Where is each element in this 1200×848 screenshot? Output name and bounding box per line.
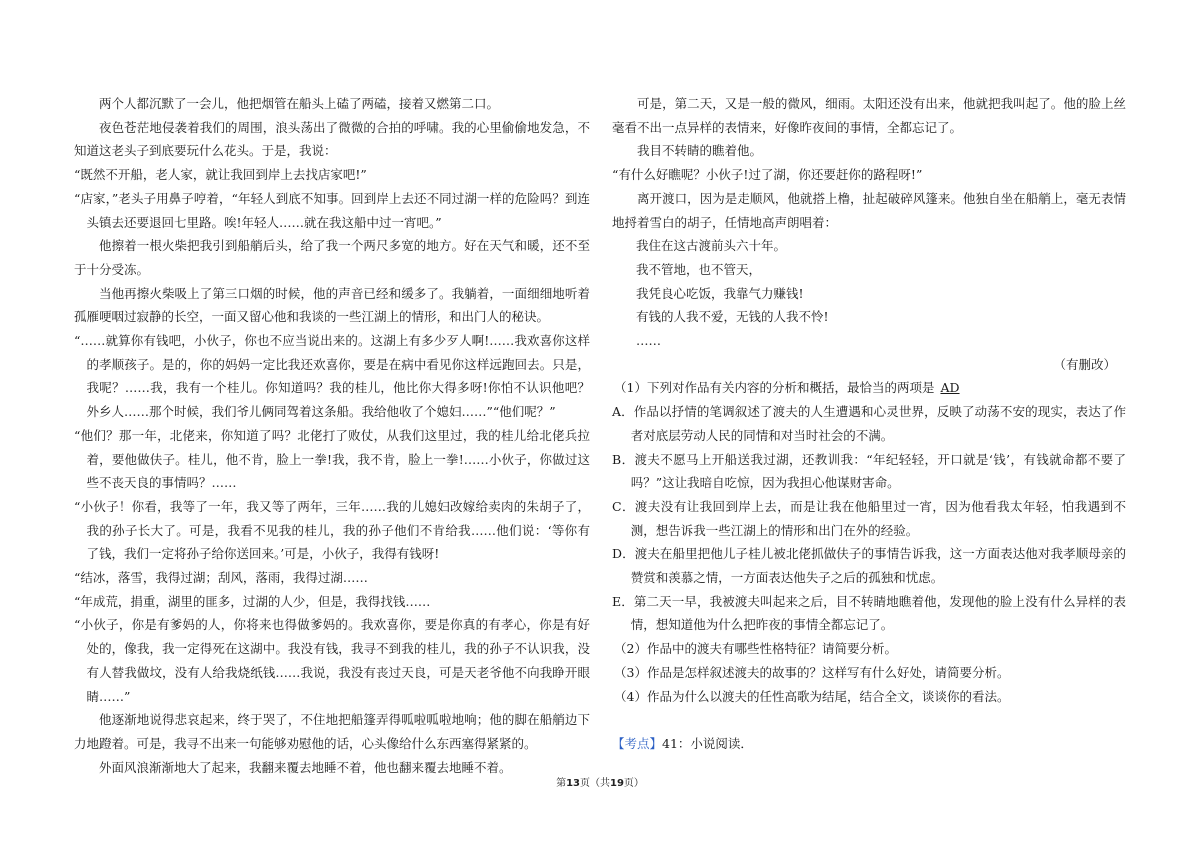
paragraph: 两个人都沉默了一会儿，他把烟管在船头上磕了两磕，接着又燃第二口。 — [99, 96, 500, 111]
paragraph: “既然不开船，老人家，就让我回到岸上去找店家吧!” — [74, 167, 367, 183]
paragraph: 夜色苍茫地侵袭着我们的周围，浪头荡出了微微的合拍的呼啸。我的心里偷偷地发急，不知道这老头子到底要玩什么花头。于是，我说： — [74, 119, 590, 159]
question-1-text: （1）下列对作品有关内容的分析和概括，最恰当的两项是 — [614, 380, 935, 396]
option-c: C．渡夫没有让我回到岸上去，而是让我在他船里过一宵，因为他看我太年轻，怕我遇到不测，想告诉我一些江湖上的情形和出门在外的经验。 — [612, 498, 1126, 538]
paragraph: “结冰，落雪，我得过湖；刮风，落雨，我得过湖…… — [74, 570, 368, 586]
question-1 — [612, 376, 1126, 400]
paragraph: “……就算你有钱吧，小伙子，你也不应当说出来的。这湖上有多少歹人啊!……我欢喜你这样的孝顺孩子。是的，你的妈妈一定比我还欢喜你，要是在病中看见你这样远跑回去。只是，我呢？……我，我有一个桂儿。你知道吗？我的桂儿，他比你大得多呀!你怕不认识他吧？外乡人……那个时候，我们爷儿俩同驾着这条船。我给他收了个媳妇……”“他们呢？” — [74, 333, 590, 420]
page-number: 13 — [566, 778, 580, 789]
paragraph: 他逐渐地说得悲哀起来，终于哭了，不住地把船篷弄得呱啦呱啦地响；他的脚在船艄边下力地蹬着。可是，我寻不出来一句能够劝慰他的话，心头像给什么东西塞得紧紧的。 — [74, 712, 590, 751]
knowledge-point-label: 【考点】 — [612, 736, 663, 752]
source-note: （有删改） — [1053, 356, 1116, 372]
spacer — [612, 708, 1126, 732]
footer-mid: 页（共 — [580, 778, 610, 789]
poem-line: 我不管地，也不管天， — [636, 261, 762, 277]
option-b: B．渡夫不愿马上开船送我过湖，还教训我：“年纪轻轻，开口就是‘钱’，有钱就命都不要了吗？”这让我暗自吃惊，因为我担心他谋财害命。 — [612, 451, 1126, 491]
option-e: E．第二天一早，我被渡夫叫起来之后，目不转睛地瞧着他，发现他的脸上没有什么异样的表情，想知道他为什么把昨夜的事情全都忘记了。 — [612, 593, 1126, 633]
paragraph: “年成荒，捐重，湖里的匪多，过湖的人少，但是，我得找钱…… — [74, 593, 431, 609]
paragraph: 离开渡口，因为是走顺风，他就搭上橹，扯起破碎风篷来。他独自坐在船艄上，毫无表情地捋着雪白的胡子，任情地高声朗唱着： — [612, 190, 1126, 230]
question-4: （4）作品为什么以渡夫的任性高歌为结尾，结合全文，谈谈你的看法。 — [614, 688, 1010, 704]
paragraph: “有什么好瞧呢？小伙子!过了湖，你还要赶你的路程呀!” — [612, 167, 923, 183]
paragraph: 他擦着一根火柴把我引到船艄后头，给了我一个两尺多宽的地方。好在天气和暖，还不至于十分受冻。 — [74, 238, 590, 277]
paragraph: “他们？那一年，北佬来，你知道了吗？北佬打了败仗，从我们这里过，我的桂儿给北佬兵拉着，要他做伕子。桂儿，他不肯，脸上一拳!我，我不肯，脸上一拳!……小伙子，你做过这些不丧天良的事情吗？…… — [74, 427, 590, 491]
knowledge-point — [612, 732, 1126, 756]
paragraph: “店家，”老头子用鼻子哼着，“年轻人到底不知事。回到岸上去还不同过湖一样的危险吗？到连头镇去还要退回七里路。唉!年轻人……就在我这船中过一宵吧。” — [74, 190, 590, 230]
paragraph: 当他再擦火柴吸上了第三口烟的时候，他的声音已经和缓多了。我躺着，一面细细地听着孤雁哽咽过寂静的长空，一面又留心他和我谈的一些江湖上的情形，和出门人的秘诀。 — [74, 285, 590, 325]
paragraph: “小伙子！你看，我等了一年，我又等了两年，三年……我的儿媳妇改嫁给卖肉的朱胡子了，我的孙子长大了。可是，我看不见我的桂儿，我的孙子他们不肯给我……他们说：‘等你有了钱，我们一定将孙子给你送回来。’可是，小伙子，我得有钱呀! — [74, 498, 590, 562]
question-1-answer: AD — [940, 380, 960, 396]
paragraph: 我目不转睛的瞧着他。 — [637, 143, 763, 159]
page-total: 19 — [610, 778, 624, 789]
paragraph: “小伙子，你是有爹妈的人，你将来也得做爹妈的。我欢喜你，要是你真的有孝心，你是有好处的，像我，我一定得死在这湖中。我没有钱，我寻不到我的桂儿，我的孙子不认识我，没有人替我做坟，没有人给我烧纸钱……我说，我没有丧过天良，可是天老爷他不向我睁开眼睛……” — [74, 617, 590, 704]
paragraph: 可是，第二天，又是一般的微风，细雨。太阳还没有出来，他就把我叫起了。他的脸上丝毫看不出一点异样的表情来，好像昨夜间的事情，全都忘记了。 — [612, 96, 1126, 135]
poem-line: 我住在这古渡前头六十年。 — [636, 238, 787, 254]
poem-line: 有钱的人我不爱，无钱的人我不怜! — [636, 309, 829, 325]
poem-line: …… — [636, 333, 661, 349]
knowledge-point-text: 41：小说阅读． — [662, 736, 753, 752]
question-3: （3）作品是怎样叙述渡夫的故事的？这样写有什么好处，请简要分析。 — [614, 664, 1010, 680]
footer-post: 页） — [623, 778, 644, 789]
paragraph: 外面风浪渐渐地大了起来，我翻来覆去地睡不着，他也翻来覆去地睡不着。 — [99, 759, 512, 775]
left-column — [74, 92, 590, 779]
footer-pre: 第 — [556, 778, 567, 789]
right-column — [612, 92, 1126, 756]
option-a: A．作品以抒情的笔调叙述了渡夫的人生遭遇和心灵世界，反映了动荡不安的现实，表达了作者对底层劳动人民的同情和对当时社会的不满。 — [612, 404, 1126, 443]
poem-line: 我凭良心吃饭，我靠气力赚钱! — [636, 285, 804, 301]
option-d: D．渡夫在船里把他儿子桂儿被北佬抓做伕子的事情告诉我，这一方面表达他对我孝顺母亲的赞赏和羡慕之情，一方面表达他失子之后的孤独和忧虑。 — [612, 546, 1126, 586]
page-footer — [0, 774, 1200, 789]
question-2: （2）作品中的渡夫有哪些性格特征？请简要分析。 — [614, 641, 897, 657]
